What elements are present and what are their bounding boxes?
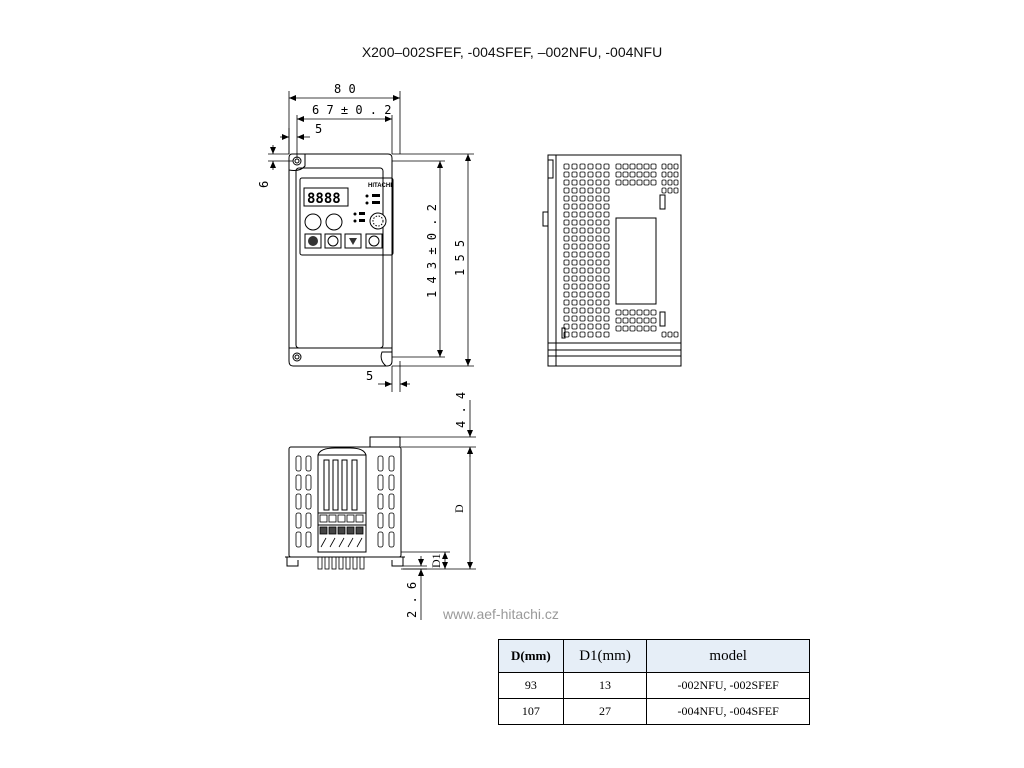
- vent-slot: [572, 300, 577, 305]
- vent-slot: [564, 260, 569, 265]
- vent-slot: [580, 236, 585, 241]
- vent-slot: [588, 316, 593, 321]
- vent-slot: [596, 300, 601, 305]
- vent-slot: [572, 316, 577, 321]
- vent-slot: [604, 228, 609, 233]
- vent-slot: [644, 172, 649, 177]
- vent-slot: [306, 475, 311, 490]
- vent-slot: [604, 204, 609, 209]
- vent-slot: [668, 180, 672, 185]
- vent-slot: [564, 284, 569, 289]
- vent-slot: [564, 316, 569, 321]
- vent-slot: [616, 326, 621, 331]
- vent-slot: [580, 308, 585, 313]
- heatsink-fin: [332, 557, 336, 569]
- cell-d1: 13: [563, 673, 647, 699]
- vent-slot: [668, 172, 672, 177]
- vent-slot: [604, 236, 609, 241]
- vent-slot: [564, 268, 569, 273]
- dim-bottom-offset: 2 . 6: [405, 581, 419, 618]
- vent-slot: [596, 308, 601, 313]
- vent-slot: [668, 188, 672, 193]
- vent-slot: [596, 228, 601, 233]
- dim-top-offset: 4 . 4: [454, 391, 468, 428]
- vent-slot: [662, 332, 666, 337]
- vent-slot: [616, 310, 621, 315]
- vent-slot: [572, 292, 577, 297]
- terminal-slot: [338, 515, 345, 522]
- vent-slot: [604, 284, 609, 289]
- vent-slot: [572, 244, 577, 249]
- vent-slot: [596, 268, 601, 273]
- vent-slot: [588, 324, 593, 329]
- vent-slot: [306, 532, 311, 547]
- vent-slot: [296, 513, 301, 528]
- vent-slot: [572, 212, 577, 217]
- vent-slot: [604, 332, 609, 337]
- vent-slot: [306, 494, 311, 509]
- vent-slot: [596, 172, 601, 177]
- vent-slot: [588, 332, 593, 337]
- vent-slot: [604, 252, 609, 257]
- vent-slot: [572, 188, 577, 193]
- vent-slot: [630, 180, 635, 185]
- watermark: www.aef-hitachi.cz: [443, 606, 559, 622]
- vent-slot: [604, 188, 609, 193]
- vent-slot: [389, 494, 394, 509]
- cell-d1: 27: [563, 699, 647, 725]
- vent-slot: [662, 164, 666, 169]
- vent-slot: [580, 244, 585, 249]
- vent-slot: [378, 494, 383, 509]
- vent-slot: [644, 318, 649, 323]
- vent-slot: [588, 164, 593, 169]
- vent-slot: [580, 188, 585, 193]
- heatsink-fin: [353, 557, 357, 569]
- led-display: 8888: [307, 191, 341, 207]
- vent-slot: [604, 260, 609, 265]
- vent-slot: [588, 244, 593, 249]
- cell-d: 93: [499, 673, 564, 699]
- vent-slot: [564, 204, 569, 209]
- vent-slot: [572, 284, 577, 289]
- vent-slot: [637, 310, 642, 315]
- vent-slot: [623, 172, 628, 177]
- vent-slot: [588, 204, 593, 209]
- vent-slot: [306, 456, 311, 471]
- vent-slot: [604, 180, 609, 185]
- vent-slot: [596, 212, 601, 217]
- vent-slot: [580, 180, 585, 185]
- col-header-d: D(mm): [499, 640, 564, 673]
- cell-d: 107: [499, 699, 564, 725]
- vent-slot: [596, 252, 601, 257]
- vent-slot: [651, 326, 656, 331]
- vent-slot: [596, 188, 601, 193]
- vent-slot: [674, 172, 678, 177]
- vent-slot: [637, 164, 642, 169]
- vent-slot: [564, 196, 569, 201]
- brand-label: HITACHI: [368, 183, 392, 189]
- vent-slot: [644, 180, 649, 185]
- vent-slot: [637, 318, 642, 323]
- vent-slot: [564, 292, 569, 297]
- vent-slot: [630, 310, 635, 315]
- vent-slot: [596, 260, 601, 265]
- terminal-slot: [347, 515, 354, 522]
- vent-slot: [588, 196, 593, 201]
- vent-slot: [637, 326, 642, 331]
- vent-slot: [564, 172, 569, 177]
- dim-hole-pitch: 6 7 ± 0 . 2: [312, 103, 392, 117]
- terminal-wire: [357, 538, 362, 547]
- terminal-wire: [330, 538, 335, 547]
- vent-slot: [580, 300, 585, 305]
- vent-slot: [596, 236, 601, 241]
- vent-slot: [564, 188, 569, 193]
- vent-slot: [623, 310, 628, 315]
- drawing-title: X200–002SFEF, -004SFEF, –002NFU, -004NFU: [361, 44, 663, 60]
- vent-slot: [564, 220, 569, 225]
- terminal-screw: [347, 527, 354, 534]
- dim-height: 1 5 5: [453, 239, 467, 276]
- vent-slot: [572, 180, 577, 185]
- vent-slot: [604, 172, 609, 177]
- vent-slot: [604, 300, 609, 305]
- vent-slot: [389, 456, 394, 471]
- vent-slot: [668, 332, 672, 337]
- vent-slot: [572, 332, 577, 337]
- vent-slot: [588, 252, 593, 257]
- cell-model: -002NFU, -002SFEF: [647, 673, 810, 699]
- dim-hole-spacing: 1 4 3 ± 0 . 2: [425, 204, 439, 298]
- vent-slot: [623, 318, 628, 323]
- vent-slot: [623, 164, 628, 169]
- vent-slot: [572, 172, 577, 177]
- vent-slot: [564, 180, 569, 185]
- vent-slot: [572, 164, 577, 169]
- vent-slot: [564, 300, 569, 305]
- vent-slot: [644, 164, 649, 169]
- vent-slot: [378, 456, 383, 471]
- heatsink-fin: [339, 557, 343, 569]
- vent-slot: [662, 188, 666, 193]
- vent-slot: [604, 196, 609, 201]
- vent-slot: [674, 180, 678, 185]
- vent-slot: [604, 292, 609, 297]
- vent-slot: [572, 236, 577, 241]
- heatsink-fin: [325, 557, 329, 569]
- terminal-screw: [329, 527, 336, 534]
- vent-slot: [580, 220, 585, 225]
- vent-slot: [572, 196, 577, 201]
- vent-slot: [572, 268, 577, 273]
- vent-slot: [580, 196, 585, 201]
- vent-slot: [588, 172, 593, 177]
- terminal-wire: [348, 538, 353, 547]
- dim-width: 8 0: [334, 82, 356, 96]
- vent-slot: [616, 318, 621, 323]
- vent-slot: [604, 164, 609, 169]
- vent-slot: [616, 180, 621, 185]
- vent-slot: [668, 164, 672, 169]
- vent-slot: [378, 475, 383, 490]
- vent-slot: [604, 212, 609, 217]
- vent-slot: [296, 456, 301, 471]
- vent-slot: [389, 475, 394, 490]
- vent-slot: [596, 292, 601, 297]
- vent-slot: [572, 228, 577, 233]
- vent-slot: [623, 326, 628, 331]
- vent-slot: [596, 164, 601, 169]
- vent-slot: [604, 268, 609, 273]
- vent-slot: [580, 260, 585, 265]
- heatsink-fin: [346, 557, 350, 569]
- vent-slot: [580, 268, 585, 273]
- operator-panel: [304, 183, 392, 248]
- table-row: [499, 699, 810, 725]
- vent-slot: [616, 164, 621, 169]
- vent-slot: [306, 513, 311, 528]
- dim-hole-offset-vertical: 6: [257, 180, 271, 188]
- vent-slot: [604, 244, 609, 249]
- vent-slot: [596, 196, 601, 201]
- vent-slot: [572, 204, 577, 209]
- model-dimension-table: [498, 639, 810, 725]
- vent-slot: [662, 180, 666, 185]
- terminal-slot: [320, 515, 327, 522]
- vent-slot: [596, 324, 601, 329]
- vent-slot: [644, 326, 649, 331]
- vent-slot: [572, 324, 577, 329]
- vent-slot: [588, 284, 593, 289]
- vent-slot: [604, 276, 609, 281]
- dim-depth: D: [452, 504, 466, 513]
- vent-slot: [588, 212, 593, 217]
- vent-slot: [588, 292, 593, 297]
- vent-slot: [630, 172, 635, 177]
- vent-slot: [651, 172, 656, 177]
- vent-slot: [651, 310, 656, 315]
- vent-slot: [596, 220, 601, 225]
- vent-slot: [596, 332, 601, 337]
- vent-slot: [378, 513, 383, 528]
- vent-slot: [580, 164, 585, 169]
- vent-slot: [630, 164, 635, 169]
- terminal-wire: [321, 538, 326, 547]
- cell-model: -004NFU, -004SFEF: [647, 699, 810, 725]
- terminal-slot: [329, 515, 336, 522]
- vent-slot: [572, 276, 577, 281]
- terminal-block: [320, 515, 363, 547]
- vent-slot: [588, 268, 593, 273]
- side-vent-slots: [564, 164, 678, 337]
- vent-slot: [596, 276, 601, 281]
- vent-slot: [596, 316, 601, 321]
- col-header-d1: D1(mm): [563, 640, 647, 673]
- vent-slot: [564, 228, 569, 233]
- vent-slot: [596, 180, 601, 185]
- dim-hole-offset-top: 5: [315, 122, 323, 136]
- vent-slot: [389, 513, 394, 528]
- vent-slot: [616, 172, 621, 177]
- vent-slot: [651, 164, 656, 169]
- vent-slot: [296, 494, 301, 509]
- vent-slot: [564, 212, 569, 217]
- vent-slot: [588, 260, 593, 265]
- vent-slot: [623, 180, 628, 185]
- vent-slot: [580, 252, 585, 257]
- vent-slot: [588, 188, 593, 193]
- vent-slot: [580, 276, 585, 281]
- vent-slot: [604, 316, 609, 321]
- vent-slot: [637, 172, 642, 177]
- vent-slot: [588, 228, 593, 233]
- vent-slot: [630, 326, 635, 331]
- vent-slot: [580, 292, 585, 297]
- vent-slot: [378, 532, 383, 547]
- vent-slot: [580, 228, 585, 233]
- vent-slot: [604, 220, 609, 225]
- vent-slot: [588, 220, 593, 225]
- dim-depth-d1: D1: [429, 553, 443, 568]
- table-row: [499, 673, 810, 699]
- vent-slot: [572, 252, 577, 257]
- vent-slot: [596, 204, 601, 209]
- vent-slot: [651, 318, 656, 323]
- vent-slot: [630, 318, 635, 323]
- vent-slot: [637, 180, 642, 185]
- vent-slot: [588, 180, 593, 185]
- vent-slot: [564, 308, 569, 313]
- vent-slot: [662, 172, 666, 177]
- vent-slot: [564, 276, 569, 281]
- vent-slot: [580, 324, 585, 329]
- terminal-screw: [356, 527, 363, 534]
- vent-slot: [588, 236, 593, 241]
- vent-slot: [674, 164, 678, 169]
- vent-slot: [674, 188, 678, 193]
- vent-slot: [580, 204, 585, 209]
- vent-slot: [296, 475, 301, 490]
- vent-slot: [564, 164, 569, 169]
- dim-hole-offset-bottom: 5: [366, 369, 374, 383]
- vent-slot: [580, 316, 585, 321]
- heatsink-fin: [360, 557, 364, 569]
- bottom-view: [285, 437, 405, 566]
- vent-slot: [604, 308, 609, 313]
- vent-slot: [596, 244, 601, 249]
- table-header-row: [499, 640, 810, 673]
- vent-slot: [564, 244, 569, 249]
- vent-slot: [580, 212, 585, 217]
- vent-slot: [604, 324, 609, 329]
- vent-slot: [572, 220, 577, 225]
- vent-slot: [580, 284, 585, 289]
- vent-slot: [580, 332, 585, 337]
- vent-slot: [389, 532, 394, 547]
- vent-slot: [296, 532, 301, 547]
- terminal-slot: [356, 515, 363, 522]
- vent-slot: [572, 260, 577, 265]
- vent-slot: [674, 332, 678, 337]
- terminal-screw: [320, 527, 327, 534]
- terminal-screw: [338, 527, 345, 534]
- vent-slot: [564, 252, 569, 257]
- terminal-wire: [339, 538, 344, 547]
- vent-slot: [588, 276, 593, 281]
- vent-slot: [596, 284, 601, 289]
- vent-slot: [564, 236, 569, 241]
- vent-slot: [588, 308, 593, 313]
- heatsink-fin: [318, 557, 322, 569]
- vent-slot: [580, 172, 585, 177]
- vent-slot: [588, 300, 593, 305]
- vent-slot: [651, 180, 656, 185]
- col-header-model: model: [647, 640, 810, 673]
- vent-slot: [644, 310, 649, 315]
- vent-slot: [572, 308, 577, 313]
